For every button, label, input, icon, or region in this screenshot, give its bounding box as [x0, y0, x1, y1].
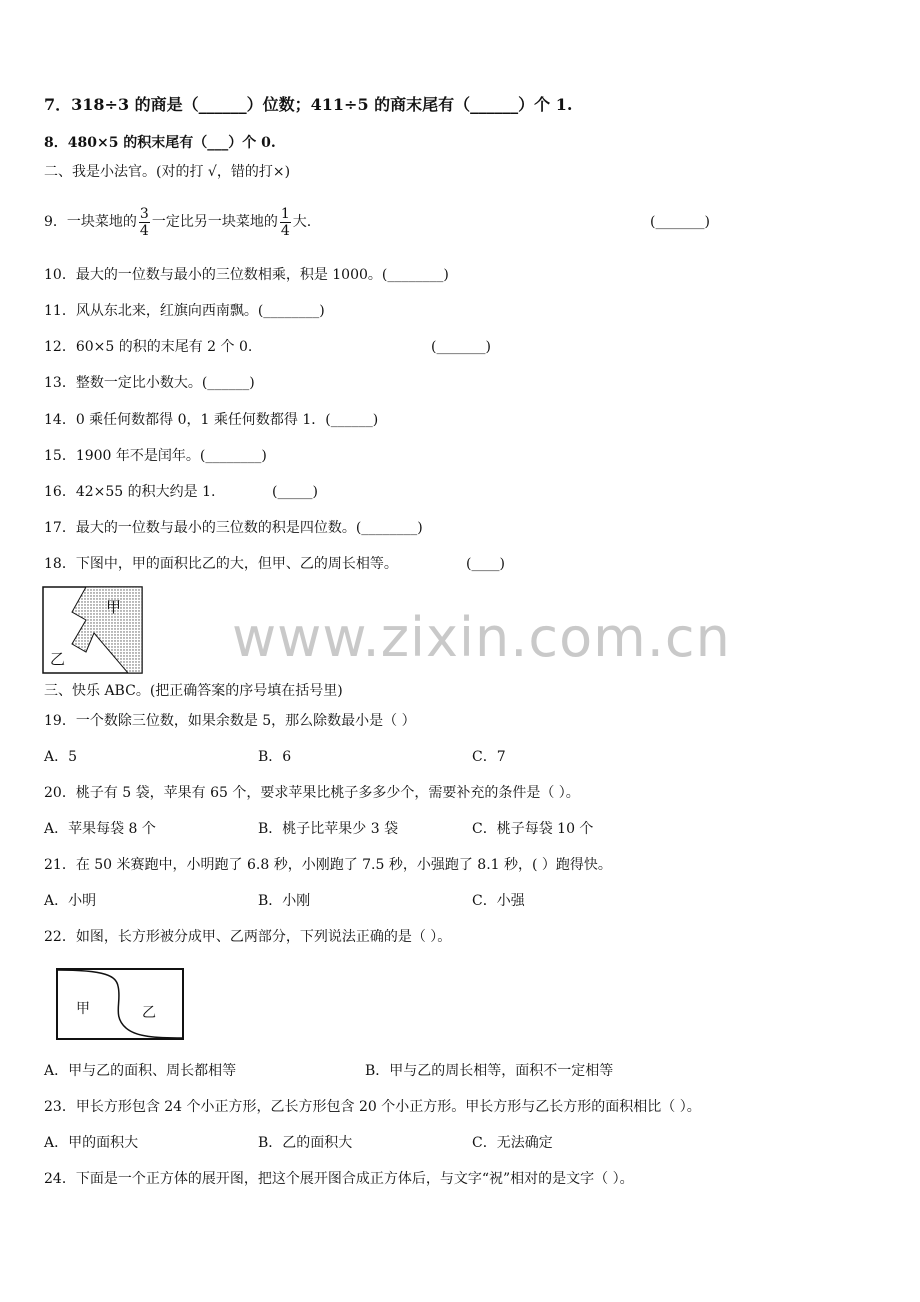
question-9 — [44, 198, 311, 246]
question-23: 23．甲长方形包含 24 个小正方形，乙长方形包含 20 个小正方形。甲长方形与乙长方形的面积相比（ ）。 — [44, 1099, 701, 1115]
question-14: 14．0 乘任何数都得 0，1 乘任何数都得 1．(______) — [44, 412, 379, 428]
fraction-three-quarters — [139, 206, 150, 239]
question-18: 18．下图中，甲的面积比乙的大，但甲、乙的周长相等。 — [44, 556, 398, 572]
figure-q22 — [56, 968, 186, 1042]
question-21: 21．在 50 米赛跑中，小明跑了 6.8 秒，小刚跑了 7.5 秒，小强跑了 8.1 秒，( ）跑得快。 — [44, 857, 612, 873]
question-17: 17．最大的一位数与最小的三位数的积是四位数。(________) — [44, 520, 423, 536]
fraction-denominator: 4 — [280, 222, 290, 239]
question-12: 12．60×5 的积的末尾有 2 个 0. — [44, 339, 253, 355]
question-20: 20．桃子有 5 袋，苹果有 65 个，要求苹果比桃子多多少个，需要补充的条件是（ ）。 — [44, 785, 580, 801]
q21-option-b[interactable]: B．小刚 — [258, 893, 311, 909]
q20-option-c[interactable]: C．桃子每袋 10 个 — [472, 821, 594, 837]
q19-option-b[interactable]: B．6 — [258, 749, 292, 765]
question-9-prefix: 9．一块菜地的 — [44, 214, 137, 230]
q19-option-c[interactable]: C．7 — [472, 749, 506, 765]
label-yi: 乙 — [50, 650, 66, 668]
q21-option-a[interactable]: A．小明 — [44, 893, 97, 909]
question-9-suffix: 大. — [292, 214, 312, 230]
q22-option-b[interactable]: B．甲与乙的周长相等，面积不一定相等 — [365, 1063, 614, 1079]
question-22: 22．如图，长方形被分成甲、乙两部分，下列说法正确的是（ ）。 — [44, 929, 452, 945]
question-12-answer-blank[interactable]: (_______) — [431, 339, 491, 355]
question-11: 11．风从东北来，红旗向西南飘。(________) — [44, 303, 325, 319]
question-15: 15．1900 年不是闰年。(________) — [44, 448, 267, 464]
question-24: 24．下面是一个正方体的展开图，把这个展开图合成正方体后，与文字“祝”相对的是文字（ ）。 — [44, 1171, 634, 1187]
section-2-title: 二、我是小法官。(对的打 √，错的打×) — [44, 164, 291, 180]
label-jia: 甲 — [76, 1001, 90, 1017]
fraction-numerator: 3 — [139, 205, 149, 222]
question-10: 10．最大的一位数与最小的三位数相乘，积是 1000。(________) — [44, 267, 449, 283]
label-jia: 甲 — [106, 598, 122, 616]
figure-q18 — [42, 586, 144, 676]
fraction-denominator: 4 — [139, 222, 149, 239]
q22-option-a[interactable]: A．甲与乙的面积、周长都相等 — [44, 1063, 237, 1079]
q23-option-a[interactable]: A．甲的面积大 — [44, 1135, 139, 1151]
question-7: 7．318÷3 的商是（______）位数；411÷5 的商末尾有（______）个 1. — [44, 95, 573, 114]
section-3-title: 三、快乐 ABC。(把正确答案的序号填在括号里) — [44, 683, 343, 699]
question-13: 13．整数一定比小数大。(______) — [44, 375, 255, 391]
question-18-answer-blank[interactable]: (____) — [466, 556, 505, 572]
question-16-answer-blank[interactable]: (_____) — [272, 484, 318, 500]
q21-option-c[interactable]: C．小强 — [472, 893, 525, 909]
q23-option-b[interactable]: B．乙的面积大 — [258, 1135, 353, 1151]
question-19: 19．一个数除三位数，如果余数是 5，那么除数最小是（ ） — [44, 713, 416, 729]
q20-option-a[interactable]: A．苹果每袋 8 个 — [44, 821, 156, 837]
question-9-middle: 一定比另一块菜地的 — [151, 214, 278, 230]
q23-option-c[interactable]: C．无法确定 — [472, 1135, 553, 1151]
label-yi: 乙 — [142, 1005, 156, 1021]
question-16: 16．42×55 的积大约是 1. — [44, 484, 216, 500]
question-9-answer-blank[interactable]: (_______) — [650, 214, 710, 230]
fraction-numerator: 1 — [280, 205, 290, 222]
question-8: 8．480×5 的积末尾有（___）个 0. — [44, 135, 276, 151]
q20-option-b[interactable]: B．桃子比苹果少 3 袋 — [258, 821, 399, 837]
q19-option-a[interactable]: A．5 — [44, 749, 78, 765]
fraction-one-quarter — [280, 206, 291, 239]
watermark: www.zixin.com.cn — [232, 606, 731, 669]
